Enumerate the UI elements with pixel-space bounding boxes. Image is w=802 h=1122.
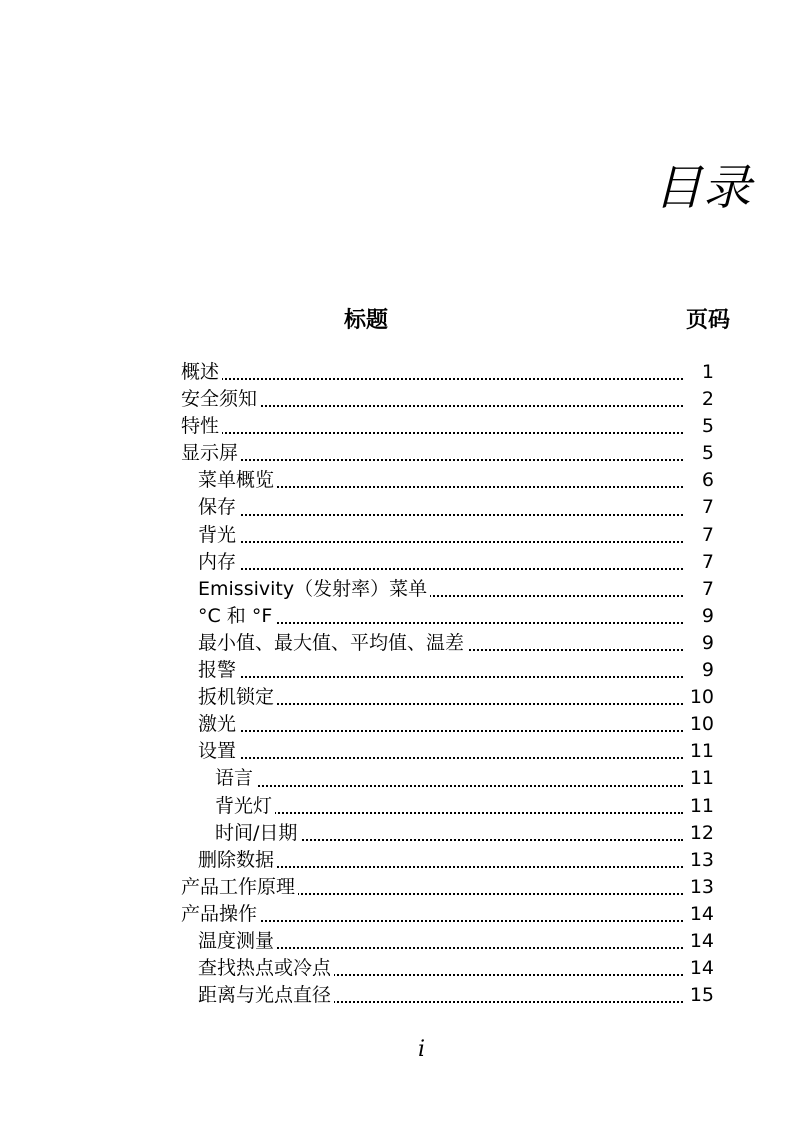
toc-entry[interactable] xyxy=(181,901,733,928)
toc-entry-label: 菜单概览 xyxy=(198,467,277,494)
toc-entry-page-number: 7 xyxy=(702,576,714,603)
toc-entry[interactable] xyxy=(181,630,733,657)
toc-entry-label: 距离与光点直径 xyxy=(198,982,334,1009)
toc-entry[interactable] xyxy=(181,874,733,901)
toc-entry[interactable] xyxy=(181,738,733,765)
toc-entry[interactable] xyxy=(181,522,733,549)
toc-entry-page-number: 1 xyxy=(702,359,714,386)
toc-entry-label: 特性 xyxy=(181,413,222,440)
toc-entry-label: 背光灯 xyxy=(215,793,275,820)
toc-entry-page-number: 10 xyxy=(690,684,714,711)
toc-entry-page-number: 9 xyxy=(702,630,714,657)
toc-entry-page-number: 2 xyxy=(702,386,714,413)
toc-dot-leader xyxy=(215,785,683,787)
toc-entry-page-number: 10 xyxy=(690,711,714,738)
toc-entry-label: 背光 xyxy=(198,522,239,549)
toc-entry-label: 产品工作原理 xyxy=(181,874,298,901)
toc-entry-label: °C 和 °F xyxy=(198,603,275,630)
toc-dot-leader xyxy=(181,459,683,461)
toc-entry-page-number: 7 xyxy=(702,494,714,521)
toc-dot-leader xyxy=(198,541,683,543)
toc-entry-label: 概述 xyxy=(181,359,222,386)
toc-entry-label: 设置 xyxy=(198,738,239,765)
toc-entry-page-number: 14 xyxy=(690,901,714,928)
toc-dot-leader xyxy=(198,676,683,678)
toc-entry[interactable] xyxy=(181,413,733,440)
toc-entry-page-number: 7 xyxy=(702,549,714,576)
toc-entry[interactable] xyxy=(181,684,733,711)
toc-dot-leader xyxy=(181,432,683,434)
toc-entry[interactable] xyxy=(181,359,733,386)
toc-entry-label: 时间/日期 xyxy=(215,820,300,847)
toc-entry-label: 最小值、最大值、平均值、温差 xyxy=(198,630,467,657)
toc-entry-page-number: 7 xyxy=(702,522,714,549)
toc-entry-page-number: 9 xyxy=(702,603,714,630)
toc-entry-label: Emissivity（发射率）菜单 xyxy=(198,576,430,603)
toc-entry-label: 内存 xyxy=(198,549,239,576)
toc-entry-label: 显示屏 xyxy=(181,440,241,467)
toc-dot-leader xyxy=(198,514,683,516)
toc-entry[interactable] xyxy=(181,603,733,630)
toc-entry-page-number: 11 xyxy=(690,793,714,820)
toc-dot-leader xyxy=(215,812,683,814)
toc-entry-page-number: 9 xyxy=(702,657,714,684)
toc-entry-page-number: 13 xyxy=(690,874,714,901)
toc-entry[interactable] xyxy=(181,955,733,982)
toc-entry-label: 删除数据 xyxy=(198,847,277,874)
toc-entry[interactable] xyxy=(181,549,733,576)
toc-entry-label: 报警 xyxy=(198,657,239,684)
toc-entry[interactable] xyxy=(181,928,733,955)
toc-dot-leader xyxy=(198,730,683,732)
page-number: i xyxy=(417,1037,426,1062)
toc-entry-label: 温度测量 xyxy=(198,928,277,955)
table-of-contents xyxy=(181,359,733,1009)
toc-entry-page-number: 14 xyxy=(690,928,714,955)
toc-entry[interactable] xyxy=(181,657,733,684)
toc-entry-page-number: 6 xyxy=(702,467,714,494)
toc-entry[interactable] xyxy=(181,765,733,792)
toc-entry[interactable] xyxy=(181,982,733,1009)
toc-entry-page-number: 11 xyxy=(690,738,714,765)
toc-dot-leader xyxy=(198,568,683,570)
toc-entry-label: 安全须知 xyxy=(181,386,260,413)
toc-entry[interactable] xyxy=(181,494,733,521)
toc-entry-page-number: 12 xyxy=(690,820,714,847)
toc-entry[interactable] xyxy=(181,467,733,494)
toc-entry[interactable] xyxy=(181,440,733,467)
toc-entry[interactable] xyxy=(181,711,733,738)
toc-entry-label: 查找热点或冷点 xyxy=(198,955,334,982)
toc-entry[interactable] xyxy=(181,820,733,847)
toc-entry-page-number: 5 xyxy=(702,413,714,440)
column-header-title: 标题 xyxy=(344,308,389,333)
toc-entry-label: 激光 xyxy=(198,711,239,738)
toc-entry-page-number: 13 xyxy=(690,847,714,874)
column-header-page: 页码 xyxy=(686,308,731,333)
toc-entry-page-number: 11 xyxy=(690,765,714,792)
toc-entry-label: 产品操作 xyxy=(181,901,260,928)
toc-entry-label: 保存 xyxy=(198,494,239,521)
toc-entry-label: 语言 xyxy=(215,765,256,792)
toc-entry[interactable] xyxy=(181,386,733,413)
toc-entry[interactable] xyxy=(181,576,733,603)
toc-entry-page-number: 5 xyxy=(702,440,714,467)
toc-entry-page-number: 14 xyxy=(690,955,714,982)
toc-entry-page-number: 15 xyxy=(690,982,714,1009)
page-title: 目录 xyxy=(653,160,752,216)
toc-entry[interactable] xyxy=(181,793,733,820)
toc-dot-leader xyxy=(198,757,683,759)
toc-dot-leader xyxy=(181,378,683,380)
toc-entry[interactable] xyxy=(181,847,733,874)
toc-entry-label: 扳机锁定 xyxy=(198,684,277,711)
